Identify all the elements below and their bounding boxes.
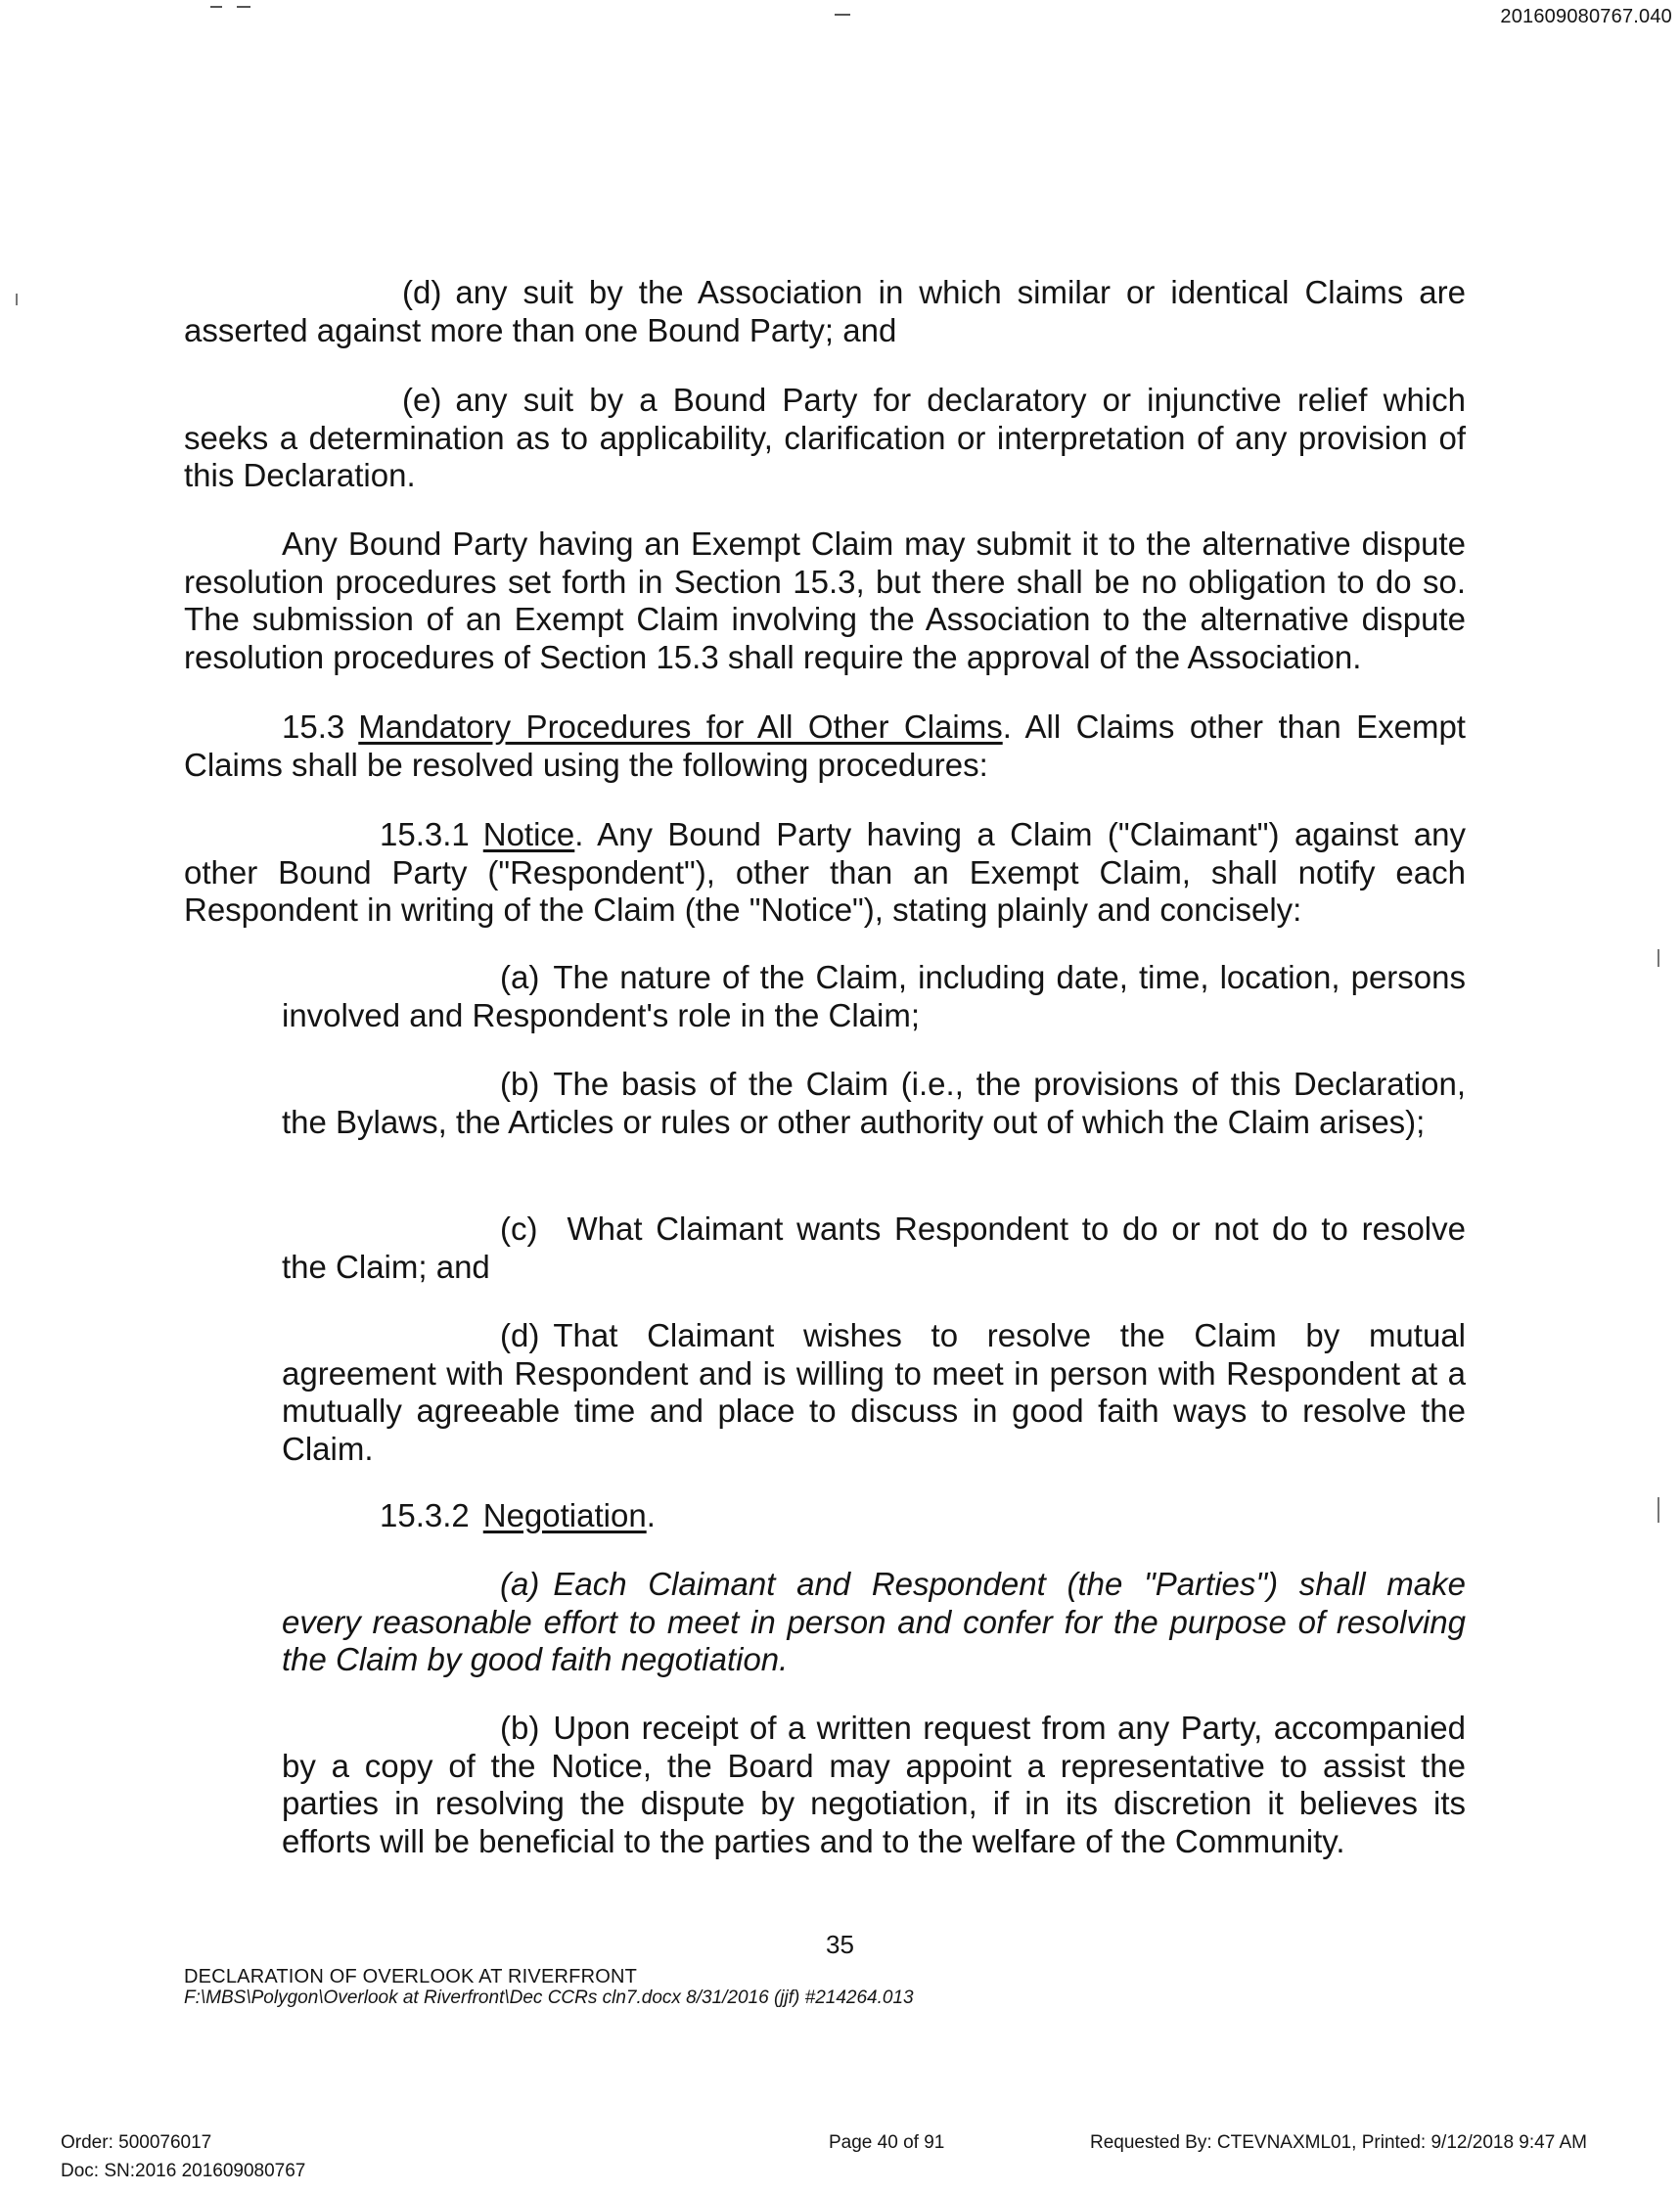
scan-mark [835,14,850,16]
exempt-claim-paragraph: Any Bound Party having an Exempt Claim may submit it to the alternative dispute resolution procedures set forth in Section 15.3, but there shall be no obligation to do so. The submission of an Exempt Claim involving the Association to the alternative dispute resolution procedures of Section 15.3 shall require the approval of the Association. [184,525,1466,675]
page-number: 35 [826,1930,854,1959]
section-text: All Claims other than Exempt Claims shall be resolved using the following procedures: [184,708,1466,783]
clause-e [184,382,1466,495]
document-id-stamp: 201609080767.040 [1500,6,1672,27]
item-text: The basis of the Claim (i.e., the provisions of this Declaration, the Bylaws, the Articles or rules or other authority out of which the Claim arises); [282,1066,1466,1140]
item-text: Each Claimant and Respondent (the "Parties") shall make every reasonable effort to meet in person and confer for the purpose of resolving the Claim by good faith negotiation. [282,1566,1466,1677]
footer-doc-title: DECLARATION OF OVERLOOK AT RIVERFRONT [184,1966,638,1987]
clause-d [184,274,1466,349]
item-text: The nature of the Claim, including date, time, location, persons involved and Respondent's role in the Claim; [282,959,1466,1033]
section-15-3-1: 15.3.1 Notice. Any Bound Party having a Claim ("Claimant") against any other Bound Party ("Respondent"), other than an Exempt Claim, shall notify each Respondent in writing of the Claim (the "Notice"), stating plainly and concisely: [184,816,1466,928]
section-heading: Notice [482,816,575,852]
section-heading: Mandatory Procedures for All Other Claims [358,708,1003,745]
section-number: 15.3.1 [380,816,470,852]
item-text: That Claimant wishes to resolve the Claim by mutual agreement with Respondent and is willing to meet in person with Respondent at a mutually agreeable time and place to discuss in good faith ways to resolve the Claim. [282,1317,1466,1467]
doc-number: Doc: SN:2016 201609080767 [61,2161,306,2181]
clause-label: (d) [402,274,442,310]
notice-item-a [282,959,1466,1034]
order-number: Order: 500076017 [61,2132,212,2153]
clause-label: (e) [402,382,442,418]
requested-by: Requested By: CTEVNAXML01, Printed: 9/12/2018 9:47 AM [1090,2132,1588,2153]
item-label: (b) [500,1710,540,1746]
section-number: 15.3.2 [380,1497,470,1533]
notice-item-b [282,1066,1466,1141]
item-label: (b) [500,1066,540,1102]
section-number: 15.3 [282,708,345,745]
notice-item-d [282,1317,1466,1468]
negotiation-item-b [282,1710,1466,1860]
item-label: (c) [500,1211,538,1247]
item-label: (a) [500,1566,540,1602]
scan-mark [237,6,250,8]
notice-item-c [282,1211,1466,1286]
page-count: Page 40 of 91 [829,2132,945,2153]
clause-text: any suit by the Association in which similar or identical Claims are asserted against more than one Bound Party; and [184,274,1466,348]
section-heading: Negotiation [482,1497,647,1533]
item-label: (a) [500,959,540,995]
item-text: What Claimant wants Respondent to do or not do to resolve the Claim; and [282,1211,1466,1285]
section-15-3: 15.3 Mandatory Procedures for All Other Claims. All Claims other than Exempt Claims shall be resolved using the following procedures: [184,708,1466,783]
scan-edge-mark [1657,1497,1659,1523]
section-15-3-2: 15.3.2 Negotiation. [380,1497,656,1533]
footer-file-path: F:\MBS\Polygon\Overlook at Riverfront\Dec CCRs cln7.docx 8/31/2016 (jjf) #214264.013 [184,1987,914,2008]
scan-edge-mark [16,294,18,305]
negotiation-item-a [282,1566,1466,1679]
clause-text: any suit by a Bound Party for declaratory or injunctive relief which seeks a determination as to applicability, clarification or interpretation of any provision of this Declaration. [184,382,1466,493]
item-label: (d) [500,1317,540,1353]
scan-mark [210,6,222,8]
scan-edge-mark [1657,949,1659,967]
item-text: Upon receipt of a written request from any Party, accompanied by a copy of the Notice, the Board may appoint a representative to assist the parties in resolving the dispute by negotiation, if in its discretion it believes its efforts will be beneficial to the parties and to the welfare of the Community. [282,1710,1466,1859]
section-text: Any Bound Party having a Claim ("Claimant") against any other Bound Party ("Respondent"), other than an Exempt Claim, shall notify each Respondent in writing of the Claim (the "Notice"), stating plainly and concisely: [184,816,1466,928]
